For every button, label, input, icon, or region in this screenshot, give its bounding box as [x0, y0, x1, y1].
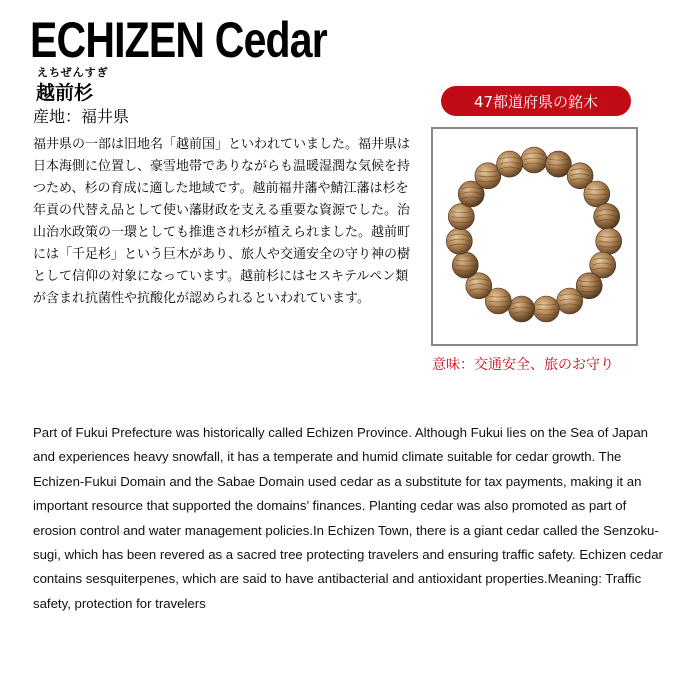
- japanese-description: 福井県の一部は旧地名「越前国」といわれていました。福井県は日本海側に位置し、豪雪地帯でありながらも温暖湿潤な気候を持つため、杉の育成に適した地域です。越前福井藩や鯖江藩は杉を年貢の代替え品として使い藩財政を支える重要な資源でした。治山治水政策の一環としても推進され杉が植えられました。越前町には「千足杉」という巨木があり、旅人や交通安全の守り神の樹として信仰の対象になっています。越前杉にはセスキテルペン類が含まれ抗菌性や抗酸化が認められるといわれています。: [33, 137, 411, 306]
- meaning-label: 意味：交通安全、旅のお守り: [432, 357, 614, 373]
- japanese-name: 越前杉: [36, 82, 94, 104]
- english-description: Part of Fukui Prefecture was historically called Echizen Province. Although Fukui lies on the Sea of Japan and experiences heavy snowfall, it has a temperate and humid climate suitable for cedar growth. The Echizen-Fukui Domain and the Sabae Domain used cedar as a substitute for tax payments, making it an important resource that supported the domains’ finances. Planting cedar was also promoted as part of erosion control and water management policies.In Echizen Town, there is a giant cedar called the Senzoku-sugi, which has been revered as a sacred tree protecting travelers and ensuring traffic safety. Echizen cedar contains sesquiterpenes, which are said to have antibacterial and antioxidant properties.Meaning: Traffic safety, protection for travelers: [33, 425, 663, 611]
- prefecture-badge: 47都道府県の銘木: [441, 86, 631, 116]
- bracelet-image: [433, 129, 636, 344]
- product-title: ECHIZEN Cedar: [30, 12, 327, 68]
- product-photo: [431, 127, 638, 346]
- furigana-reading: えちぜんすぎ: [37, 66, 109, 79]
- origin-label: 産地：福井県: [33, 107, 130, 126]
